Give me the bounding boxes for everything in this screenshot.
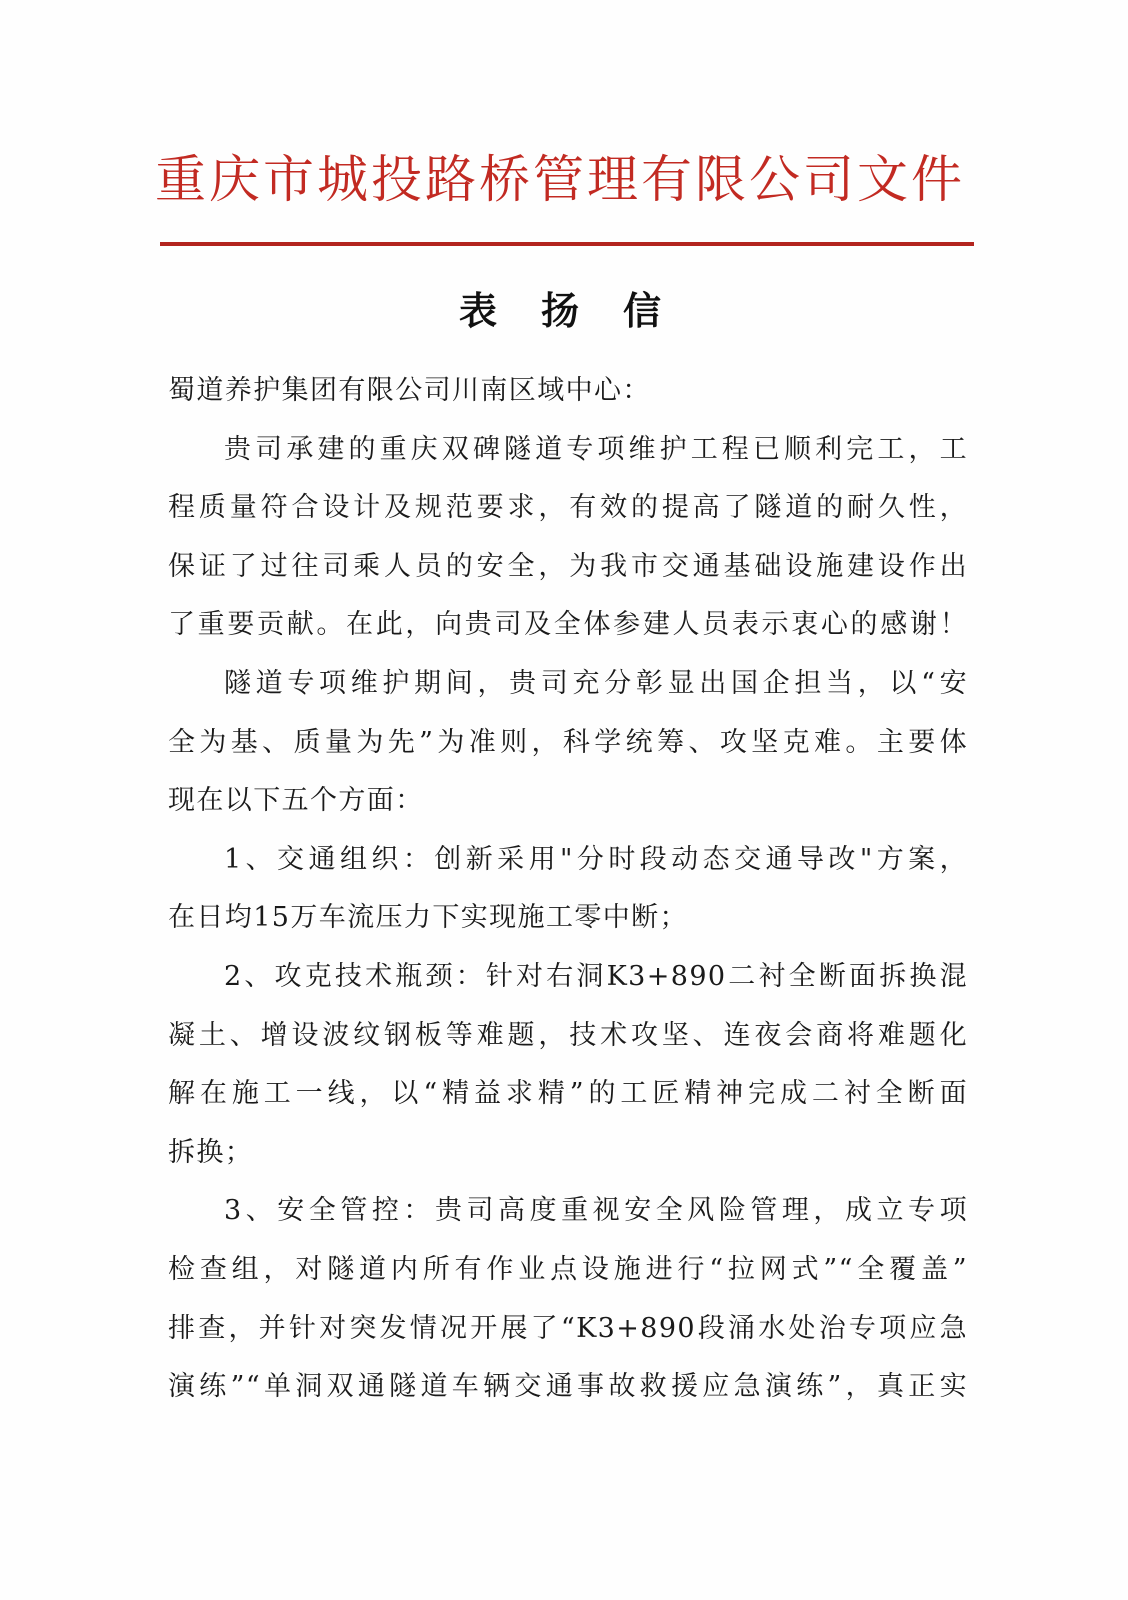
body-line: 贵司承建的重庆双碑隧道专项维护工程已顺利完工，工 bbox=[224, 433, 968, 465]
body-line: 2、攻克技术瓶颈：针对右洞K3+890二衬全断面拆换混 bbox=[224, 960, 968, 992]
document-title: 表扬信 bbox=[458, 289, 705, 333]
body-line: 程质量符合设计及规范要求，有效的提高了隧道的耐久性， bbox=[168, 492, 968, 524]
body-line: 隧道专项维护期间，贵司充分彰显出国企担当，以“安 bbox=[224, 667, 968, 699]
body-line: 排查，并针对突发情况开展了“K3+890段涌水处治专项应急 bbox=[168, 1312, 968, 1344]
body-line: 拆换； bbox=[168, 1136, 254, 1168]
body-line: 检查组，对隧道内所有作业点设施进行“拉网式”“全覆盖” bbox=[168, 1253, 968, 1285]
body-line: 在日均15万车流压力下实现施工零中断； bbox=[168, 902, 688, 934]
body-line: 1、交通组织：创新采用"分时段动态交通导改"方案， bbox=[224, 843, 968, 875]
body-line: 演练”“单洞双通隧道车辆交通事故救援应急演练”，真正实 bbox=[168, 1371, 968, 1403]
salutation: 蜀道养护集团有限公司川南区域中心： bbox=[168, 375, 651, 406]
body-line: 凝土、增设波纹钢板等难题，技术攻坚、连夜会商将难题化 bbox=[168, 1019, 968, 1051]
body-line: 保证了过往司乘人员的安全，为我市交通基础设施建设作出 bbox=[168, 550, 968, 582]
red-divider-rule bbox=[160, 242, 974, 246]
org-header-title: 重庆市城投路桥管理有限公司文件 bbox=[154, 151, 965, 210]
body-line: 解在施工一线，以“精益求精”的工匠精神完成二衬全断面 bbox=[168, 1078, 968, 1110]
body-line: 现在以下五个方面： bbox=[168, 785, 424, 817]
body-line: 了重要贡献。在此，向贵司及全体参建人员表示衷心的感谢！ bbox=[168, 609, 968, 641]
body-line: 3、安全管控：贵司高度重视安全风险管理，成立专项 bbox=[224, 1195, 968, 1227]
letter-body bbox=[168, 362, 968, 1417]
body-line: 全为基、质量为先”为准则，科学统筹、攻坚克难。主要体 bbox=[168, 726, 968, 758]
